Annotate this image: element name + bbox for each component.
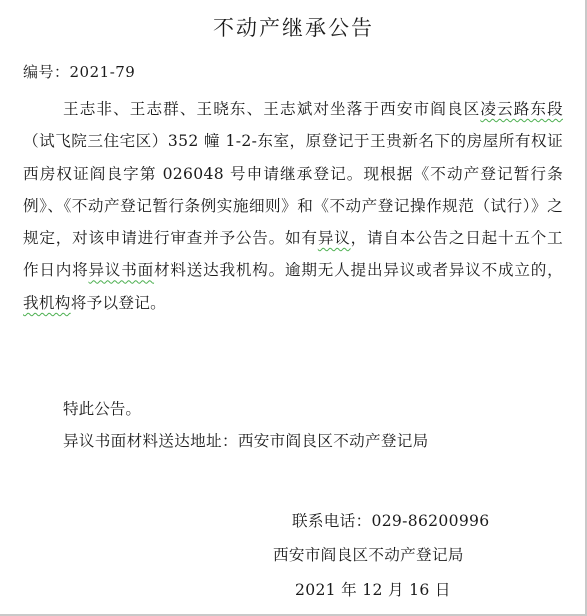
- contact-label: 联系电话：: [292, 512, 372, 530]
- issuer-name: 西安市阎良区不动产登记局: [273, 546, 464, 564]
- notice-body: [23, 93, 563, 319]
- address-label: 异议书面材料送达地址：: [63, 432, 238, 450]
- notice-number-label: 编号：: [23, 63, 70, 81]
- body-part-2: 凌云路东段: [480, 100, 563, 118]
- body-part-3: （试飞院三住宅区）352 幢 1-2-东室，原登记于王贵新名下的房屋所有权证西房权证阎良字第 026048 号申请继承登记。现根据《不动产登记暂行条例》、《不动产登记暂行条例实施细则》和《不动产登记操作规范（试行）》之规定，对该申请进行审查并予公告。如有: [23, 132, 563, 248]
- closing-text: 特此公告。: [63, 400, 141, 418]
- notice-number: [23, 61, 135, 82]
- body-part-4: 异议: [317, 229, 351, 248]
- body-part-7: 材料送达我机构。逾期无人提出异议或者异议不成立的，: [154, 261, 563, 280]
- body-part-1: 王志非、王志群、王晓东、王志斌对坐落于西安市阎良区: [63, 100, 481, 118]
- body-part-8: 我机构: [23, 293, 71, 312]
- issue-date: 2021 年 12 月 16 日: [295, 581, 451, 599]
- objection-address: [63, 429, 429, 451]
- notice-number-value: 2021-79: [69, 63, 136, 81]
- notice-title: 不动产继承公告: [213, 16, 374, 40]
- body-part-9: 将予以登记。: [70, 293, 167, 312]
- contact-phone: [292, 509, 490, 531]
- address-value: 西安市阎良区不动产登记局: [237, 432, 429, 450]
- contact-value: 029-86200996: [371, 512, 490, 530]
- body-part-5: ，请自本公告之日起十五个工作日内将: [23, 229, 564, 280]
- body-part-6: 异议书面: [88, 261, 155, 280]
